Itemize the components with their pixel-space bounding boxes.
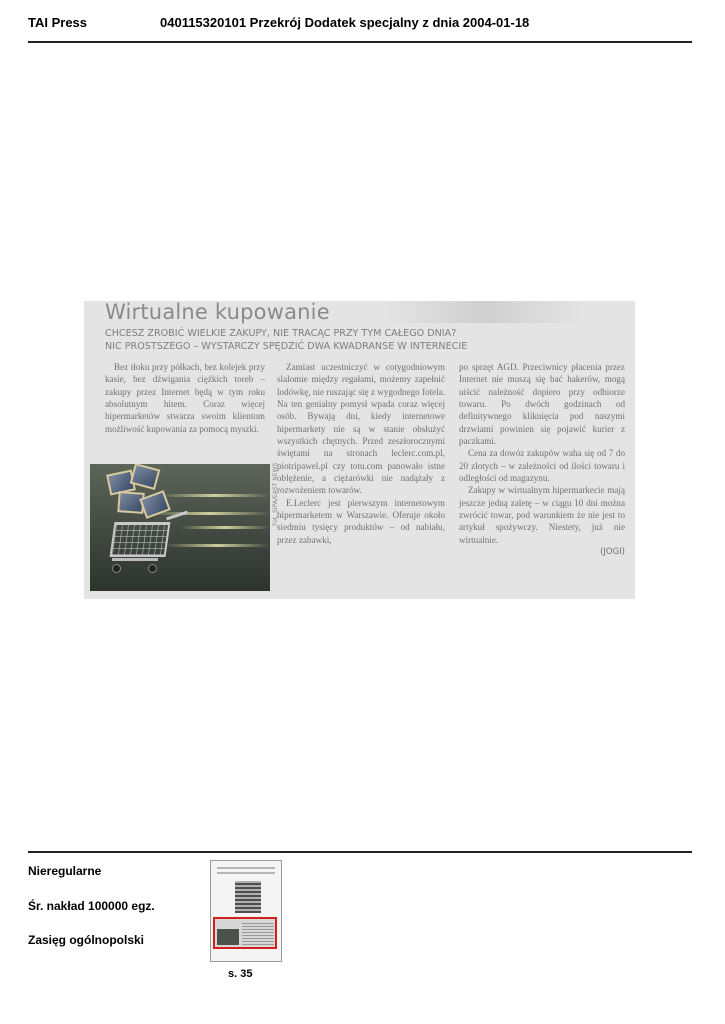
photo-credit: Fot. SIPA/EAST NEWS [272,462,279,526]
paragraph: Zakupy w wirtualnym hipermarkecie mają jeszcze jedną zaletę – w ciągu 10 dni można zwrócić towar, pod warunkiem że nie jest to artykuł spożywczy. Niestety, już nie wirtualnie. [459,485,625,545]
light-streak [150,512,270,515]
header-rule [28,41,692,43]
author-signoff: (JOGI) [600,547,625,558]
circulation: Śr. nakład 100000 egz. [28,899,155,913]
paragraph: po sprzęt AGD. Przeciwnicy płacenia przez Internet nie muszą się bać hakerów, mogą uiścić należność dopiero przy odbiorze towaru. Po dwóch godzinach od definitywnego kliknięcia pod naszymi drzwiami powinien się pojawić kurier z paczkami. [459,362,625,447]
source-name: TAI Press [28,15,88,30]
cart-wheel [112,564,121,573]
lead-line-2: NIC PROSTSZEGO – WYSTARCZY SPĘDZIĆ DWA KWADRANSE W INTERNECIE [105,340,468,352]
article-column-3 [459,361,625,559]
publication-frequency: Nieregularne [28,864,102,878]
article-lead [105,328,625,353]
thumb-image [235,881,261,913]
footer-rule [28,851,692,853]
shopping-cart-icon [110,522,171,557]
background-print-bleed [384,301,584,323]
page-number: s. 35 [228,968,253,980]
article-column-2 [277,361,445,546]
clipping-info: 040115320101 Przekrój Dodatek specjalny z dnia 2004-01-18 [160,15,530,30]
paragraph: E.Leclerc jest pierwszym internetowym hipermarketem w Warszawie. Oferuje około siedmiu tysięcy produktów – od nabiału, przez zabawki, [277,497,445,545]
article-clipping [84,301,635,599]
paragraph: Bez tłoku przy półkach, bez kolejek przy kasie, bez dźwigania ciężkich toreb – zakupy przez Internet będą w tym roku absolutnym hitem. Coraz więcej hipermarketów stwarza swoim klientom możliwość kupowania za pomocą myszki. [105,362,265,434]
thumb-line [217,872,275,874]
thumb-line [217,867,275,869]
light-streak [165,544,270,547]
page-thumbnail [210,860,282,962]
cart-wheel [148,564,157,573]
light-streak [180,526,270,529]
shopping-cart-photo [90,464,270,591]
paragraph: Zamiast uczestniczyć w cotygodniowym slalomie między regałami, możemy zapełnić lodówkę, nie ruszając się z wygodnego fotela. Na ten genialny pomysł wpada coraz więcej osób. Bywają dni, kiedy internetowe hipermarkety nie są w stanie obsłużyć wszystkich chętnych. Przed zeszłorocznymi świętami na stronach leclerc.com.pl, piotripawel.pl czy totu.com panowało istne oblężenie, a ciężarówki nie nadążały z rozwożeniem towarów. [277,362,445,496]
light-streak [160,494,270,497]
paragraph: Cena za dowóz zakupów waha się od 7 do 20 złotych – w zależności od ilości towaru i odległości od magazynu. [459,448,625,484]
article-location-highlight [213,917,277,949]
article-title: Wirtualne kupowanie [105,301,330,324]
article-column-1 [105,361,265,435]
thumb-text [242,923,274,945]
thumb-photo [217,929,239,945]
lead-line-1: CHCESZ ZROBIĆ WIELKIE ZAKUPY, NIE TRACĄC PRZY TYM CAŁEGO DNIA? [105,328,457,339]
cart-base [112,558,158,561]
distribution-reach: Zasięg ogólnopolski [28,933,145,947]
